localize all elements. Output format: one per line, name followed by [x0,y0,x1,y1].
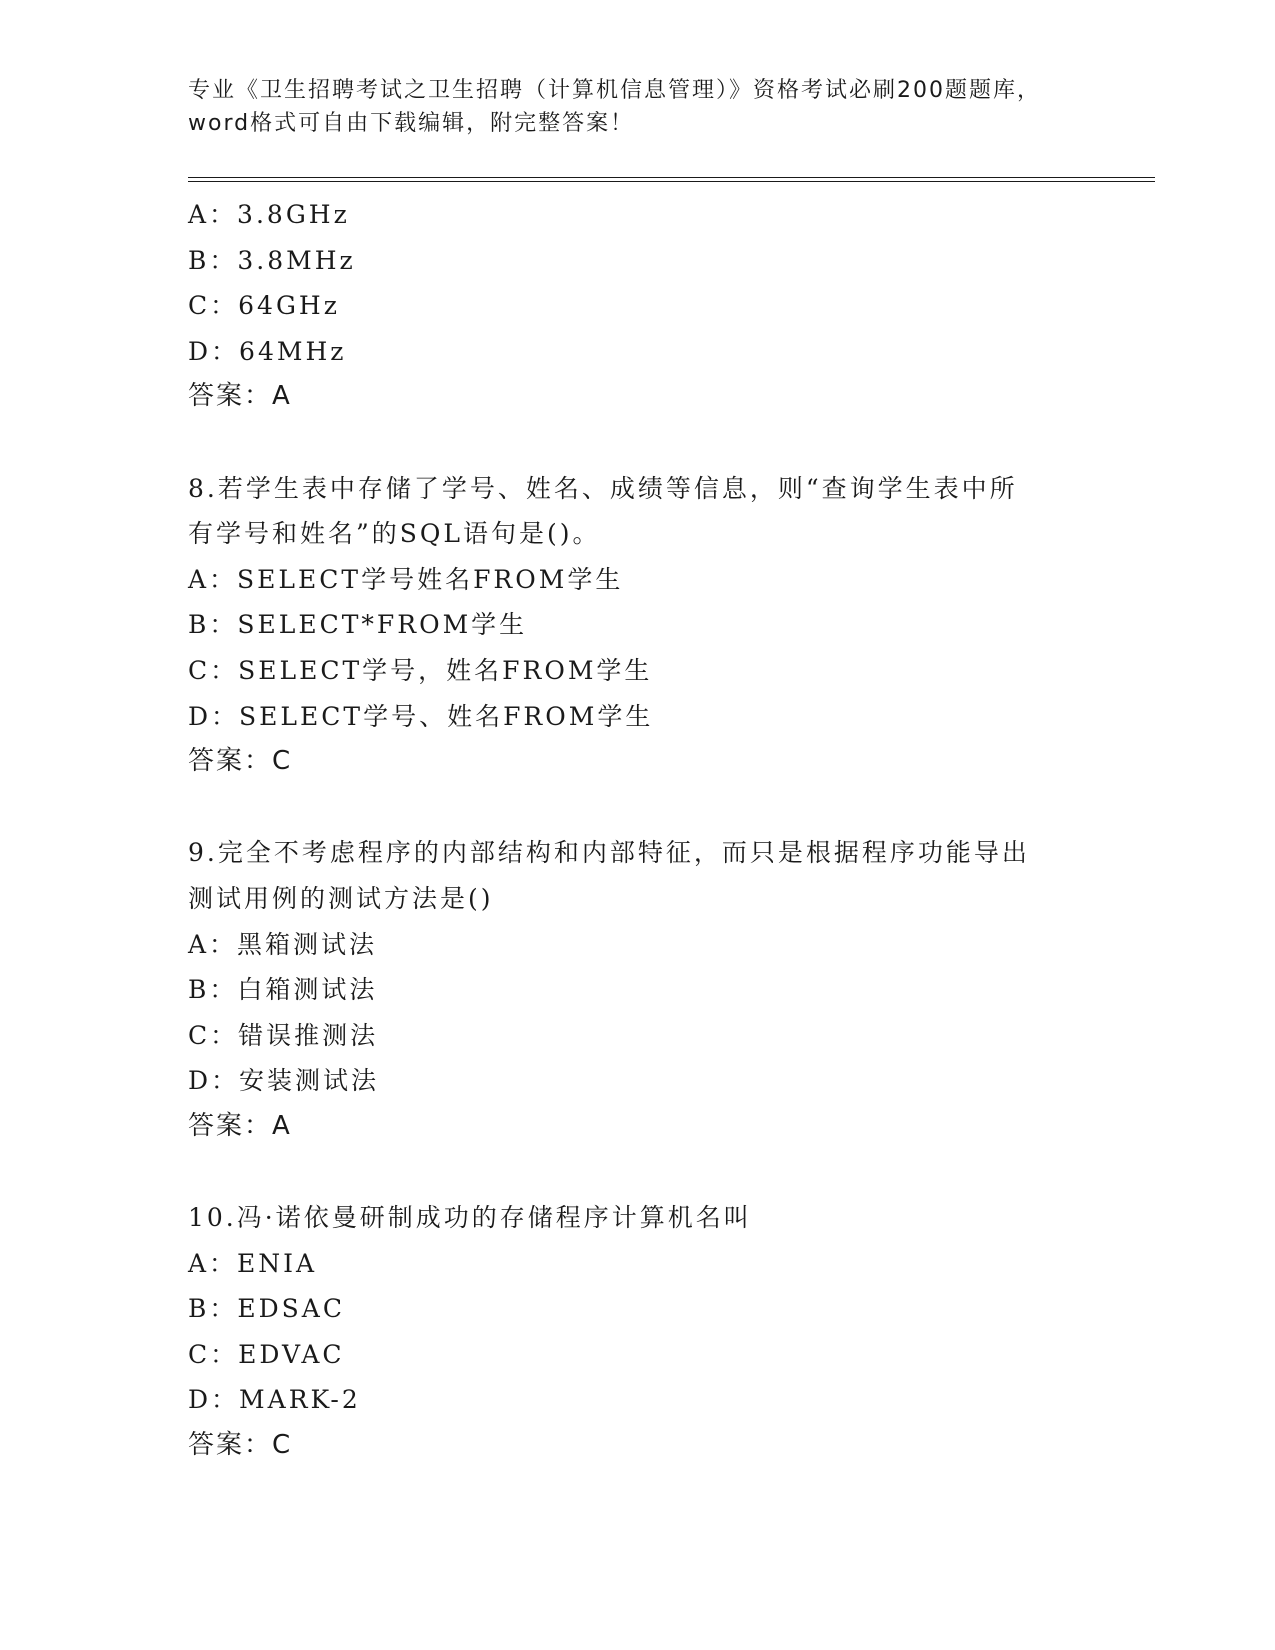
option-a: A：黑箱测试法 [188,929,378,959]
option-c: C：64GHz [188,291,340,321]
question-stem: 测试用例的测试方法是() [188,883,494,913]
option-b: B：3.8MHz [188,245,356,275]
answer: 答案：A [188,381,292,412]
header-line-1: 专业《卫生招聘考试之卫生招聘（计算机信息管理）》资格考试必刷200题题库， [188,78,1041,103]
option-c: C：SELECT学号，姓名FROM学生 [188,655,653,685]
option-d: D：MARK-2 [188,1385,361,1415]
question-stem: 8.若学生表中存储了学号、姓名、成绩等信息，则“查询学生表中所 [188,473,1018,503]
option-c: C：错误推测法 [188,1020,379,1050]
option-a: A：ENIA [188,1248,318,1278]
question-10 [188,1195,1088,1469]
question-9 [188,830,1088,1149]
option-d: D：SELECT学号、姓名FROM学生 [188,701,654,731]
question-stem: 10.冯·诺依曼研制成功的存储程序计算机名叫 [188,1203,752,1233]
spacer [188,1149,1088,1195]
option-b: B：SELECT*FROM学生 [188,610,528,640]
answer: 答案：C [188,746,293,777]
option-c: C：EDVAC [188,1339,345,1369]
question-stem: 有学号和姓名”的SQL语句是()。 [188,519,601,549]
answer: 答案：A [188,1110,292,1141]
header-divider [188,177,1155,182]
spacer [188,785,1088,831]
option-b: B：EDSAC [188,1294,345,1324]
option-d: D：安装测试法 [188,1066,380,1096]
spacer [188,420,1088,466]
option-a: A：3.8GHz [188,200,350,229]
option-d: D：64MHz [188,336,347,366]
answer: 答案：C [188,1430,293,1461]
question-7 [188,192,1088,420]
document-header [188,74,1088,140]
question-list [188,192,1088,1469]
question-8 [188,466,1088,785]
header-line-2: word格式可自由下载编辑，附完整答案！ [188,111,635,136]
option-b: B：白箱测试法 [188,975,378,1005]
option-a: A：SELECT学号姓名FROM学生 [188,564,624,594]
question-stem: 9.完全不考虑程序的内部结构和内部特征，而只是根据程序功能导出 [188,838,1030,868]
